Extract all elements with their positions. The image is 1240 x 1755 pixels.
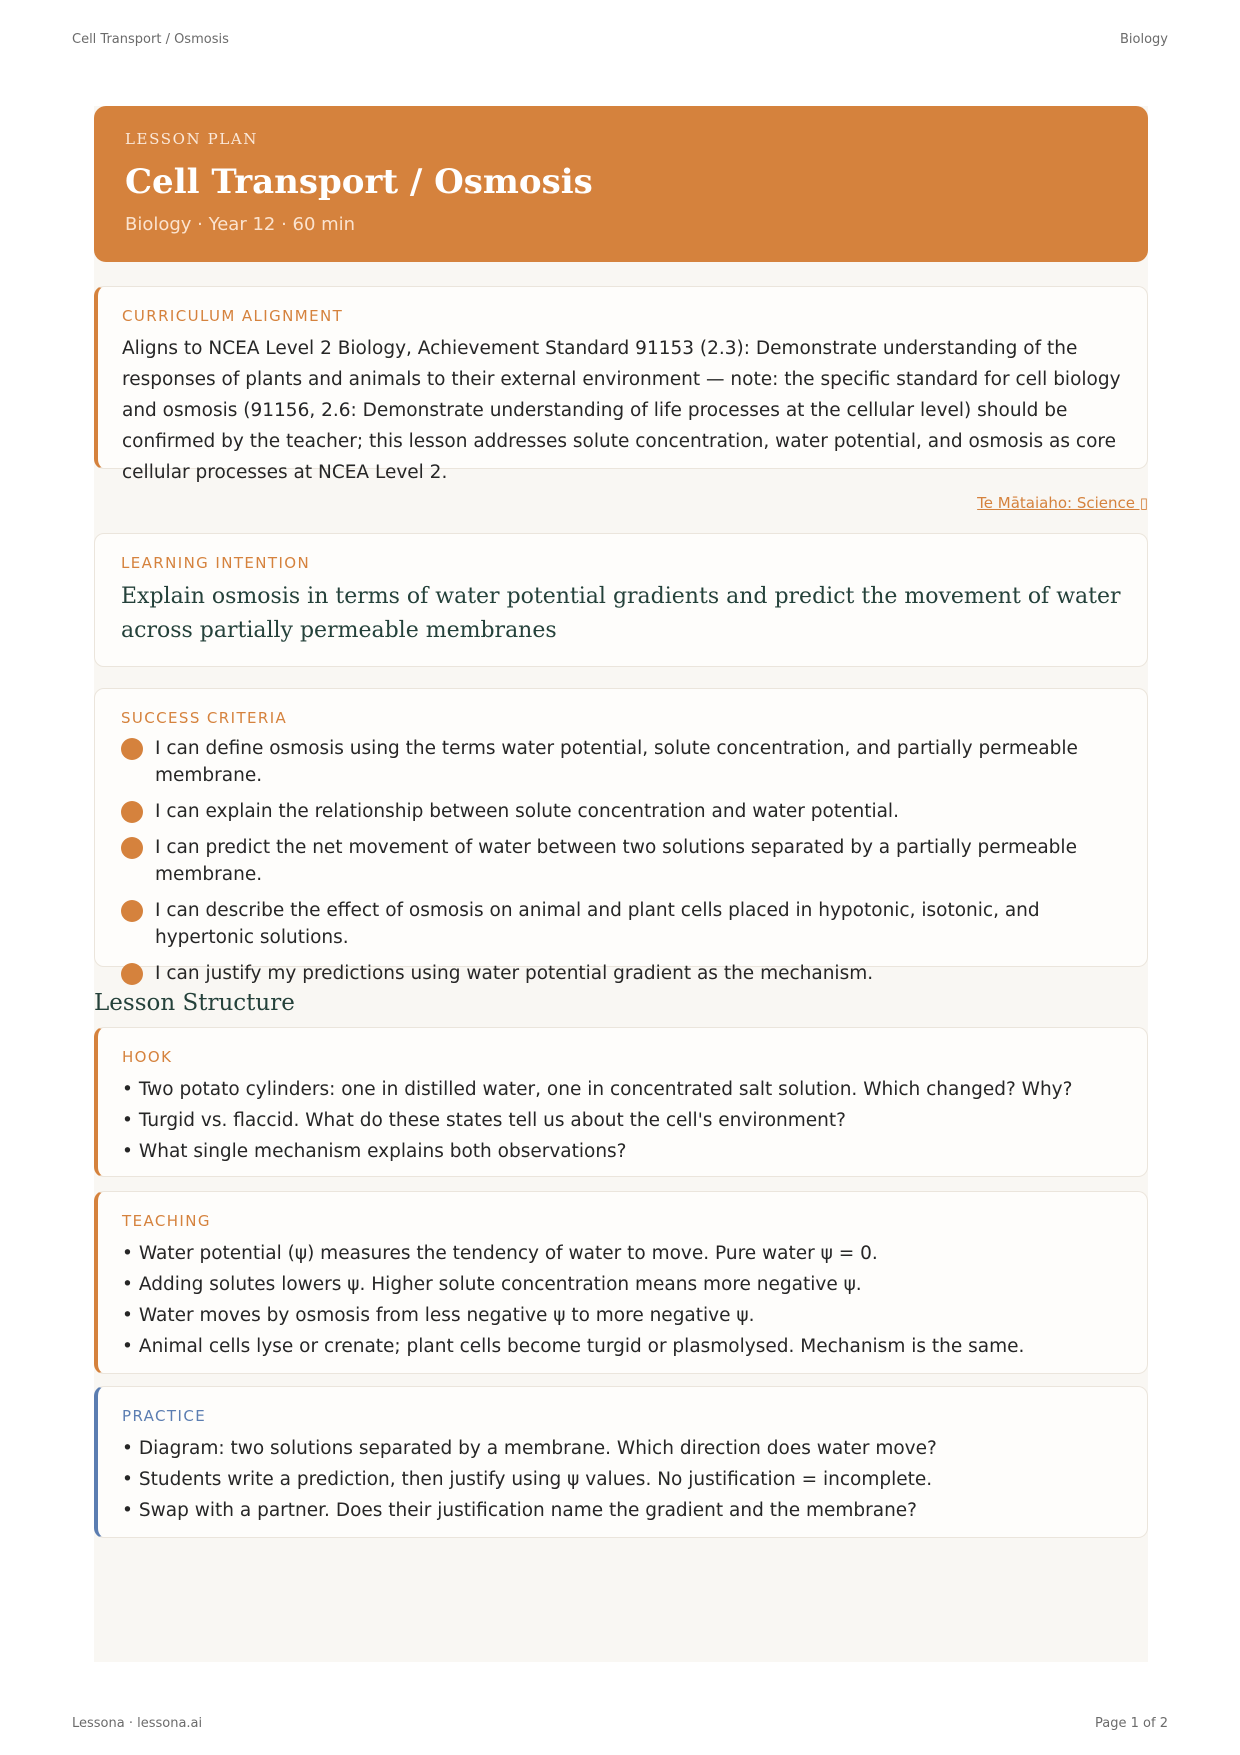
teaching-card [94,1191,1148,1374]
criterion-text: I can describe the effect of osmosis on animal and plant cells placed in hypotonic, isotonic, and hypertonic solutions. [155,900,1040,948]
footer-brand: Lessona · lessona.ai [72,1716,203,1731]
page-header [72,32,1168,47]
list-item-text: Turgid vs. flaccid. What do these states tell us about the cell's environment? [138,1110,846,1131]
list-item [121,735,1123,789]
list-item-text: What single mechanism explains both observations? [138,1141,627,1162]
list-item [122,1433,1123,1464]
practice-label: PRACTICE [122,1407,207,1425]
page-footer [72,1716,1168,1731]
list-item [121,798,1123,825]
teaching-list [122,1238,1123,1362]
list-item-text: Two potato cylinders: one in distilled water, one in concentrated salt solution. Which changed? Why? [138,1079,1073,1100]
lesson-structure-heading: Lesson Structure [94,990,295,1016]
bullet-glyph: • [122,1469,133,1490]
list-item [122,1331,1123,1362]
bullet-dot-icon [121,963,143,985]
list-item [121,834,1123,888]
list-item-text: Water potential (ψ) measures the tendency of water to move. Pure water ψ = 0. [138,1243,878,1264]
list-item-text: Students write a prediction, then justify using ψ values. No justification = incomplete. [138,1469,933,1490]
list-item [122,1105,1123,1136]
bullet-dot-icon [121,801,143,823]
list-item [122,1269,1123,1300]
list-item [121,960,1123,987]
criterion-text: I can justify my predictions using water potential gradient as the mechanism. [155,963,874,984]
header-lesson-title: Cell Transport / Osmosis [72,32,229,47]
list-item-text: Adding solutes lowers ψ. Higher solute concentration means more negative ψ. [138,1274,862,1295]
curriculum-card [94,286,1148,483]
criterion-text: I can explain the relationship between solute concentration and water potential. [155,801,899,822]
list-item [122,1495,1123,1526]
teaching-label: TEACHING [122,1212,211,1230]
practice-list [122,1433,1123,1526]
bullet-glyph: • [122,1243,133,1264]
bullet-glyph: • [122,1274,133,1295]
curriculum-text: Aligns to NCEA Level 2 Biology, Achievement Standard 91153 (2.3): Demonstrate understanding of the responses of plants and animals to their external environment — note: the specific standard for cell biology and osmosis (91156, 2.6: Demonstrate understanding of life processes at the cellular level) should be confirmed by the teacher; this lesson addresses solute concentration, water potential, and osmosis as core cellular processes at NCEA Level 2. [122,338,1121,483]
bullet-glyph: • [122,1079,133,1100]
banner-eyebrow: LESSON PLAN [125,130,259,148]
list-item-text: Diagram: two solutions separated by a membrane. Which direction does water move? [138,1438,937,1459]
page-title: Cell Transport / Osmosis [125,162,593,202]
bullet-glyph: • [122,1336,133,1357]
learning-intention-text: Explain osmosis in terms of water potential gradients and predict the movement of water across partially permeable membranes [121,584,1121,643]
header-subject: Biology [1120,32,1168,47]
criterion-text: I can predict the net movement of water between two solutions separated by a partially permeable membrane. [155,837,1077,885]
learning-intention-label: LEARNING INTENTION [121,554,311,572]
practice-card [94,1386,1148,1538]
banner-meta: Biology · Year 12 · 60 min [125,214,356,235]
bullet-glyph: • [122,1438,133,1459]
list-item [122,1300,1123,1331]
bullet-dot-icon [121,837,143,859]
success-criteria-card [94,688,1148,984]
hook-card [94,1027,1148,1177]
bullet-glyph: • [122,1305,133,1326]
list-item [121,897,1123,951]
bullet-glyph: • [122,1500,133,1521]
criterion-text: I can define osmosis using the terms water potential, solute concentration, and partially permeable membrane. [155,738,1078,786]
list-item-text: Water moves by osmosis from less negative ψ to more negative ψ. [138,1305,755,1326]
list-item-text: Animal cells lyse or crenate; plant cells become turgid or plasmolysed. Mechanism is the same. [138,1336,1025,1357]
hook-list [122,1074,1123,1167]
curriculum-label: CURRICULUM ALIGNMENT [122,307,344,325]
bullet-dot-icon [121,900,143,922]
hook-label: HOOK [122,1048,173,1066]
success-criteria-list [121,735,1123,987]
list-item [122,1074,1123,1105]
list-item-text: Swap with a partner. Does their justification name the gradient and the membrane? [138,1500,918,1521]
reference-link-row [94,494,1148,512]
curriculum-reference-link[interactable]: Te Mātaiaho: Science ▯ [977,494,1148,512]
page-number: Page 1 of 2 [1095,1716,1168,1731]
success-criteria-label: SUCCESS CRITERIA [121,709,288,727]
list-item [122,1136,1123,1167]
bullet-dot-icon [121,738,143,760]
bullet-glyph: • [122,1141,133,1162]
list-item [122,1464,1123,1495]
list-item [122,1238,1123,1269]
learning-intention-card [94,533,1148,667]
bullet-glyph: • [122,1110,133,1131]
lesson-banner [94,106,1148,262]
